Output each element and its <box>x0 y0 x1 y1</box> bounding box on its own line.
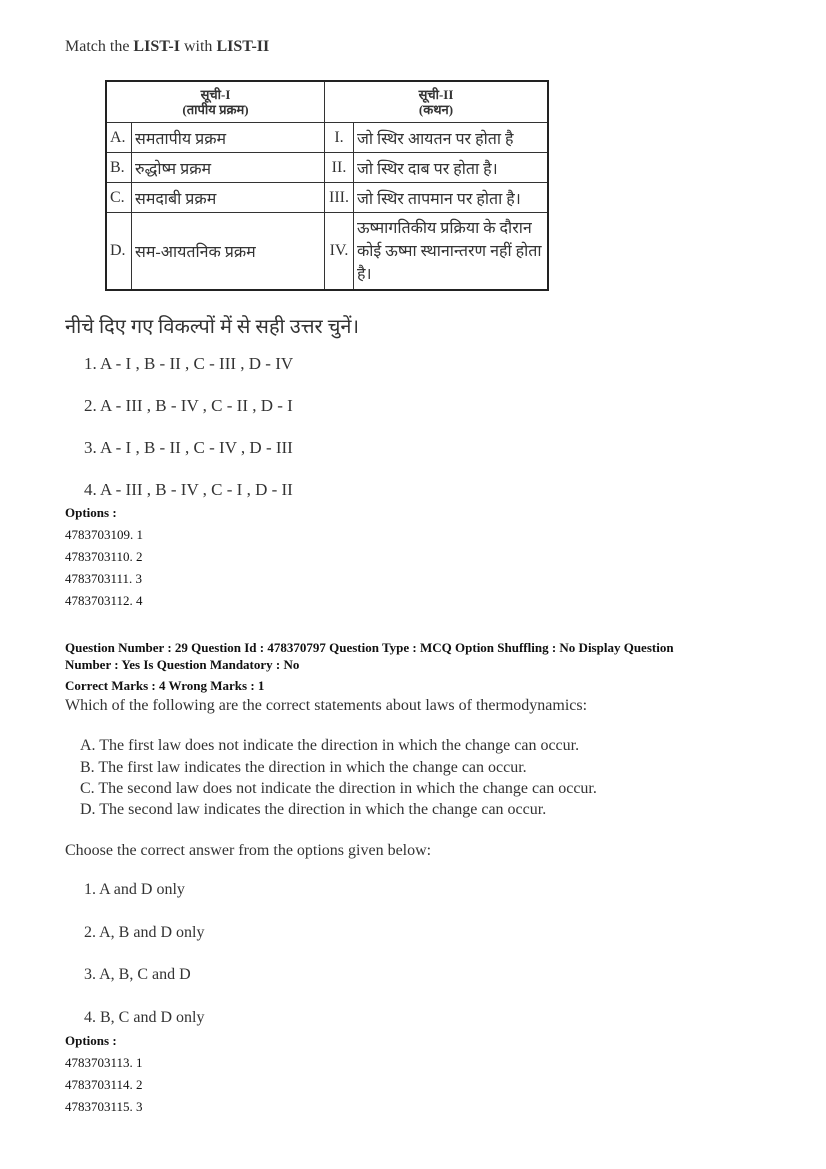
list2-title: सूची-II <box>418 87 454 102</box>
row-roman: I. <box>325 123 354 153</box>
question-marks: Correct Marks : 4 Wrong Marks : 1 <box>65 678 265 693</box>
q28-instruction: नीचे दिए गए विकल्पों में से सही उत्तर चुनें। <box>65 316 360 338</box>
row-process: समतापीय प्रक्रम <box>132 123 325 153</box>
match-table <box>105 80 549 291</box>
title-text: Match the <box>65 38 134 55</box>
row-statement: जो स्थिर तापमान पर होता है। <box>354 183 549 213</box>
options-label: Options : <box>65 1033 117 1048</box>
list1-subtitle: (तापीय प्रक्रम) <box>182 102 249 117</box>
row-process: समदाबी प्रक्रम <box>132 183 325 213</box>
row-process: रुद्धोष्म प्रक्रम <box>132 153 325 183</box>
title-text: with <box>179 38 217 55</box>
list2-subtitle: (कथन) <box>418 102 454 117</box>
option-id: 4783703111. 3 <box>65 571 143 586</box>
row-process: सम-आयतनिक प्रक्रम <box>132 213 325 291</box>
row-letter: C. <box>106 183 132 213</box>
list2-header <box>325 81 549 123</box>
list1-header <box>106 81 325 123</box>
option-id: 4783703114. 2 <box>65 1077 143 1092</box>
q28-choice: 1. A - I , B - II , C - III , D - IV <box>84 354 294 373</box>
options-label: Options : <box>65 505 117 520</box>
title-list1: LIST-I <box>133 38 180 55</box>
row-roman: II. <box>325 153 354 183</box>
q29-choice: 3. A, B, C and D <box>84 966 191 983</box>
q29-instruction: Choose the correct answer from the options given below: <box>65 842 432 859</box>
row-letter: D. <box>106 213 132 291</box>
option-id: 4783703113. 1 <box>65 1055 143 1070</box>
option-id: 4783703109. 1 <box>65 527 143 542</box>
q28-choice: 4. A - III , B - IV , C - I , D - II <box>84 480 293 499</box>
q29-statement: B. The first law indicates the direction in which the change can occur. <box>80 759 527 776</box>
list1-title: सूची-I <box>200 87 231 102</box>
question-meta: Number : Yes Is Question Mandatory : No <box>65 657 300 672</box>
table-row <box>106 123 548 153</box>
title-list2: LIST-II <box>216 38 270 55</box>
option-id: 4783703110. 2 <box>65 549 143 564</box>
q29-choice: 4. B, C and D only <box>84 1009 205 1026</box>
row-letter: B. <box>106 153 132 183</box>
row-statement: जो स्थिर आयतन पर होता है <box>354 123 549 153</box>
row-roman: IV. <box>325 213 354 291</box>
q28-choice: 3. A - I , B - II , C - IV , D - III <box>84 438 293 457</box>
row-roman: III. <box>325 183 354 213</box>
q28-choice: 2. A - III , B - IV , C - II , D - I <box>84 396 293 415</box>
q28-title <box>65 38 269 56</box>
question-meta: Question Number : 29 Question Id : 478370797 Question Type : MCQ Option Shuffling : No Display Question <box>65 640 674 655</box>
table-row <box>106 153 548 183</box>
q29-question: Which of the following are the correct statements about laws of thermodynamics: <box>65 697 588 714</box>
row-statement: जो स्थिर दाब पर होता है। <box>354 153 549 183</box>
q29-statement: D. The second law indicates the direction in which the change can occur. <box>80 801 547 818</box>
table-row <box>106 183 548 213</box>
q29-choice: 2. A, B and D only <box>84 924 205 941</box>
q29-statement: A. The first law does not indicate the direction in which the change can occur. <box>80 737 580 754</box>
q29-statement: C. The second law does not indicate the direction in which the change can occur. <box>80 780 597 797</box>
option-id: 4783703115. 3 <box>65 1099 143 1114</box>
q29-choice: 1. A and D only <box>84 881 185 898</box>
option-id: 4783703112. 4 <box>65 593 143 608</box>
row-letter: A. <box>106 123 132 153</box>
table-row <box>106 213 548 291</box>
row-statement: ऊष्मागतिकीय प्रक्रिया के दौरान कोई ऊष्मा स्थानान्तरण नहीं होता है। <box>354 213 549 291</box>
